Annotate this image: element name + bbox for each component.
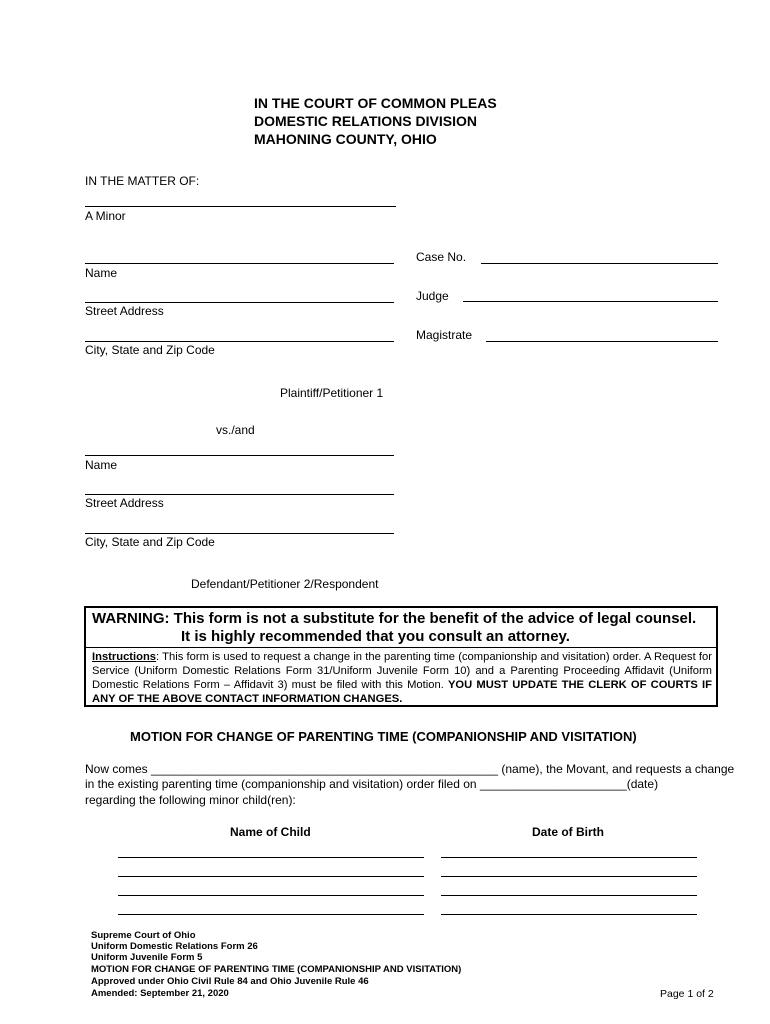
defendant-city-label: City, State and Zip Code [85, 535, 215, 549]
plaintiff-street-label: Street Address [85, 304, 164, 318]
child-dob-line[interactable] [441, 876, 697, 877]
versus-label: vs./and [216, 423, 255, 437]
defendant-name-label: Name [85, 458, 118, 472]
plaintiff-street-line[interactable] [85, 302, 394, 303]
court-name: IN THE COURT OF COMMON PLEAS [254, 95, 497, 111]
division-name: DOMESTIC RELATIONS DIVISION [254, 113, 477, 129]
name-of-child-header: Name of Child [230, 825, 311, 839]
plaintiff-city-line[interactable] [85, 341, 394, 342]
instructions-label: Instructions [92, 651, 157, 663]
instructions-text: : This form is used to request a change in the parenting time (companionship and visitation) order. A Request for Service (Uniform Domestic Relations Form 31/Uniform Juvenile Form 10) and a Parenting Proceeding Affidavit (Uniform Domestic Relations Form – Affidavit 3) must be filed with this Motion. [92, 651, 712, 691]
case-no-field[interactable] [481, 263, 718, 264]
footer-line-1: Supreme Court of Ohio [91, 930, 196, 941]
date-of-birth-header: Date of Birth [532, 825, 604, 839]
county-name: MAHONING COUNTY, OHIO [254, 131, 437, 147]
child-dob-line[interactable] [441, 895, 697, 896]
instructions-bold: YOU MUST UPDATE THE CLERK OF COURTS IF ANY OF THE ABOVE CONTACT INFORMATION CHANGES. [92, 679, 713, 705]
footer-line-5: Approved under Ohio Civil Rule 84 and Ohio Juvenile Rule 46 [91, 976, 369, 987]
motion-line-2: in the existing parenting time (companionship and visitation) order filed on ______________________(date) [85, 777, 659, 791]
minor-name-line[interactable] [85, 206, 396, 207]
defendant-name-line[interactable] [85, 455, 394, 456]
warning-title-line1: WARNING: This form is not a substitute for the benefit of the advice of legal counsel. [92, 610, 697, 627]
footer-line-3: Uniform Juvenile Form 5 [91, 952, 203, 963]
defendant-city-line[interactable] [85, 533, 394, 534]
child-dob-line[interactable] [441, 914, 697, 915]
child-name-line[interactable] [118, 895, 424, 896]
footer-line-2: Uniform Domestic Relations Form 26 [91, 941, 258, 952]
motion-line-3: regarding the following minor child(ren): [85, 793, 296, 807]
page-number: Page 1 of 2 [660, 988, 714, 1000]
defendant-street-line[interactable] [85, 494, 394, 495]
matter-label: IN THE MATTER OF: [85, 174, 200, 188]
child-name-line[interactable] [118, 857, 424, 858]
warning-title-line2: It is highly recommended that you consult an attorney. [181, 628, 570, 645]
footer-line-6: Amended: September 21, 2020 [91, 988, 229, 999]
child-name-line[interactable] [118, 914, 424, 915]
plaintiff-role-label: Plaintiff/Petitioner 1 [280, 386, 384, 400]
child-name-line[interactable] [118, 876, 424, 877]
warning-box [84, 606, 718, 707]
magistrate-label: Magistrate [416, 328, 473, 342]
footer-line-4: MOTION FOR CHANGE OF PARENTING TIME (COMPANIONSHIP AND VISITATION) [91, 964, 462, 975]
warning-instructions [92, 650, 712, 706]
warning-title [86, 608, 716, 648]
child-dob-line[interactable] [441, 857, 697, 858]
plaintiff-city-label: City, State and Zip Code [85, 343, 215, 357]
plaintiff-name-label: Name [85, 266, 118, 280]
motion-title: MOTION FOR CHANGE OF PARENTING TIME (COMPANIONSHIP AND VISITATION) [130, 729, 637, 744]
case-no-label: Case No. [416, 250, 467, 264]
magistrate-field[interactable] [486, 341, 718, 342]
judge-label: Judge [416, 289, 449, 303]
motion-line-1: Now comes ____________________________________________________ (name), the Movant, and requests a change [85, 762, 735, 776]
plaintiff-name-line[interactable] [85, 263, 394, 264]
defendant-street-label: Street Address [85, 496, 164, 510]
minor-label: A Minor [85, 209, 126, 223]
judge-field[interactable] [463, 301, 718, 302]
defendant-role-label: Defendant/Petitioner 2/Respondent [191, 577, 379, 591]
